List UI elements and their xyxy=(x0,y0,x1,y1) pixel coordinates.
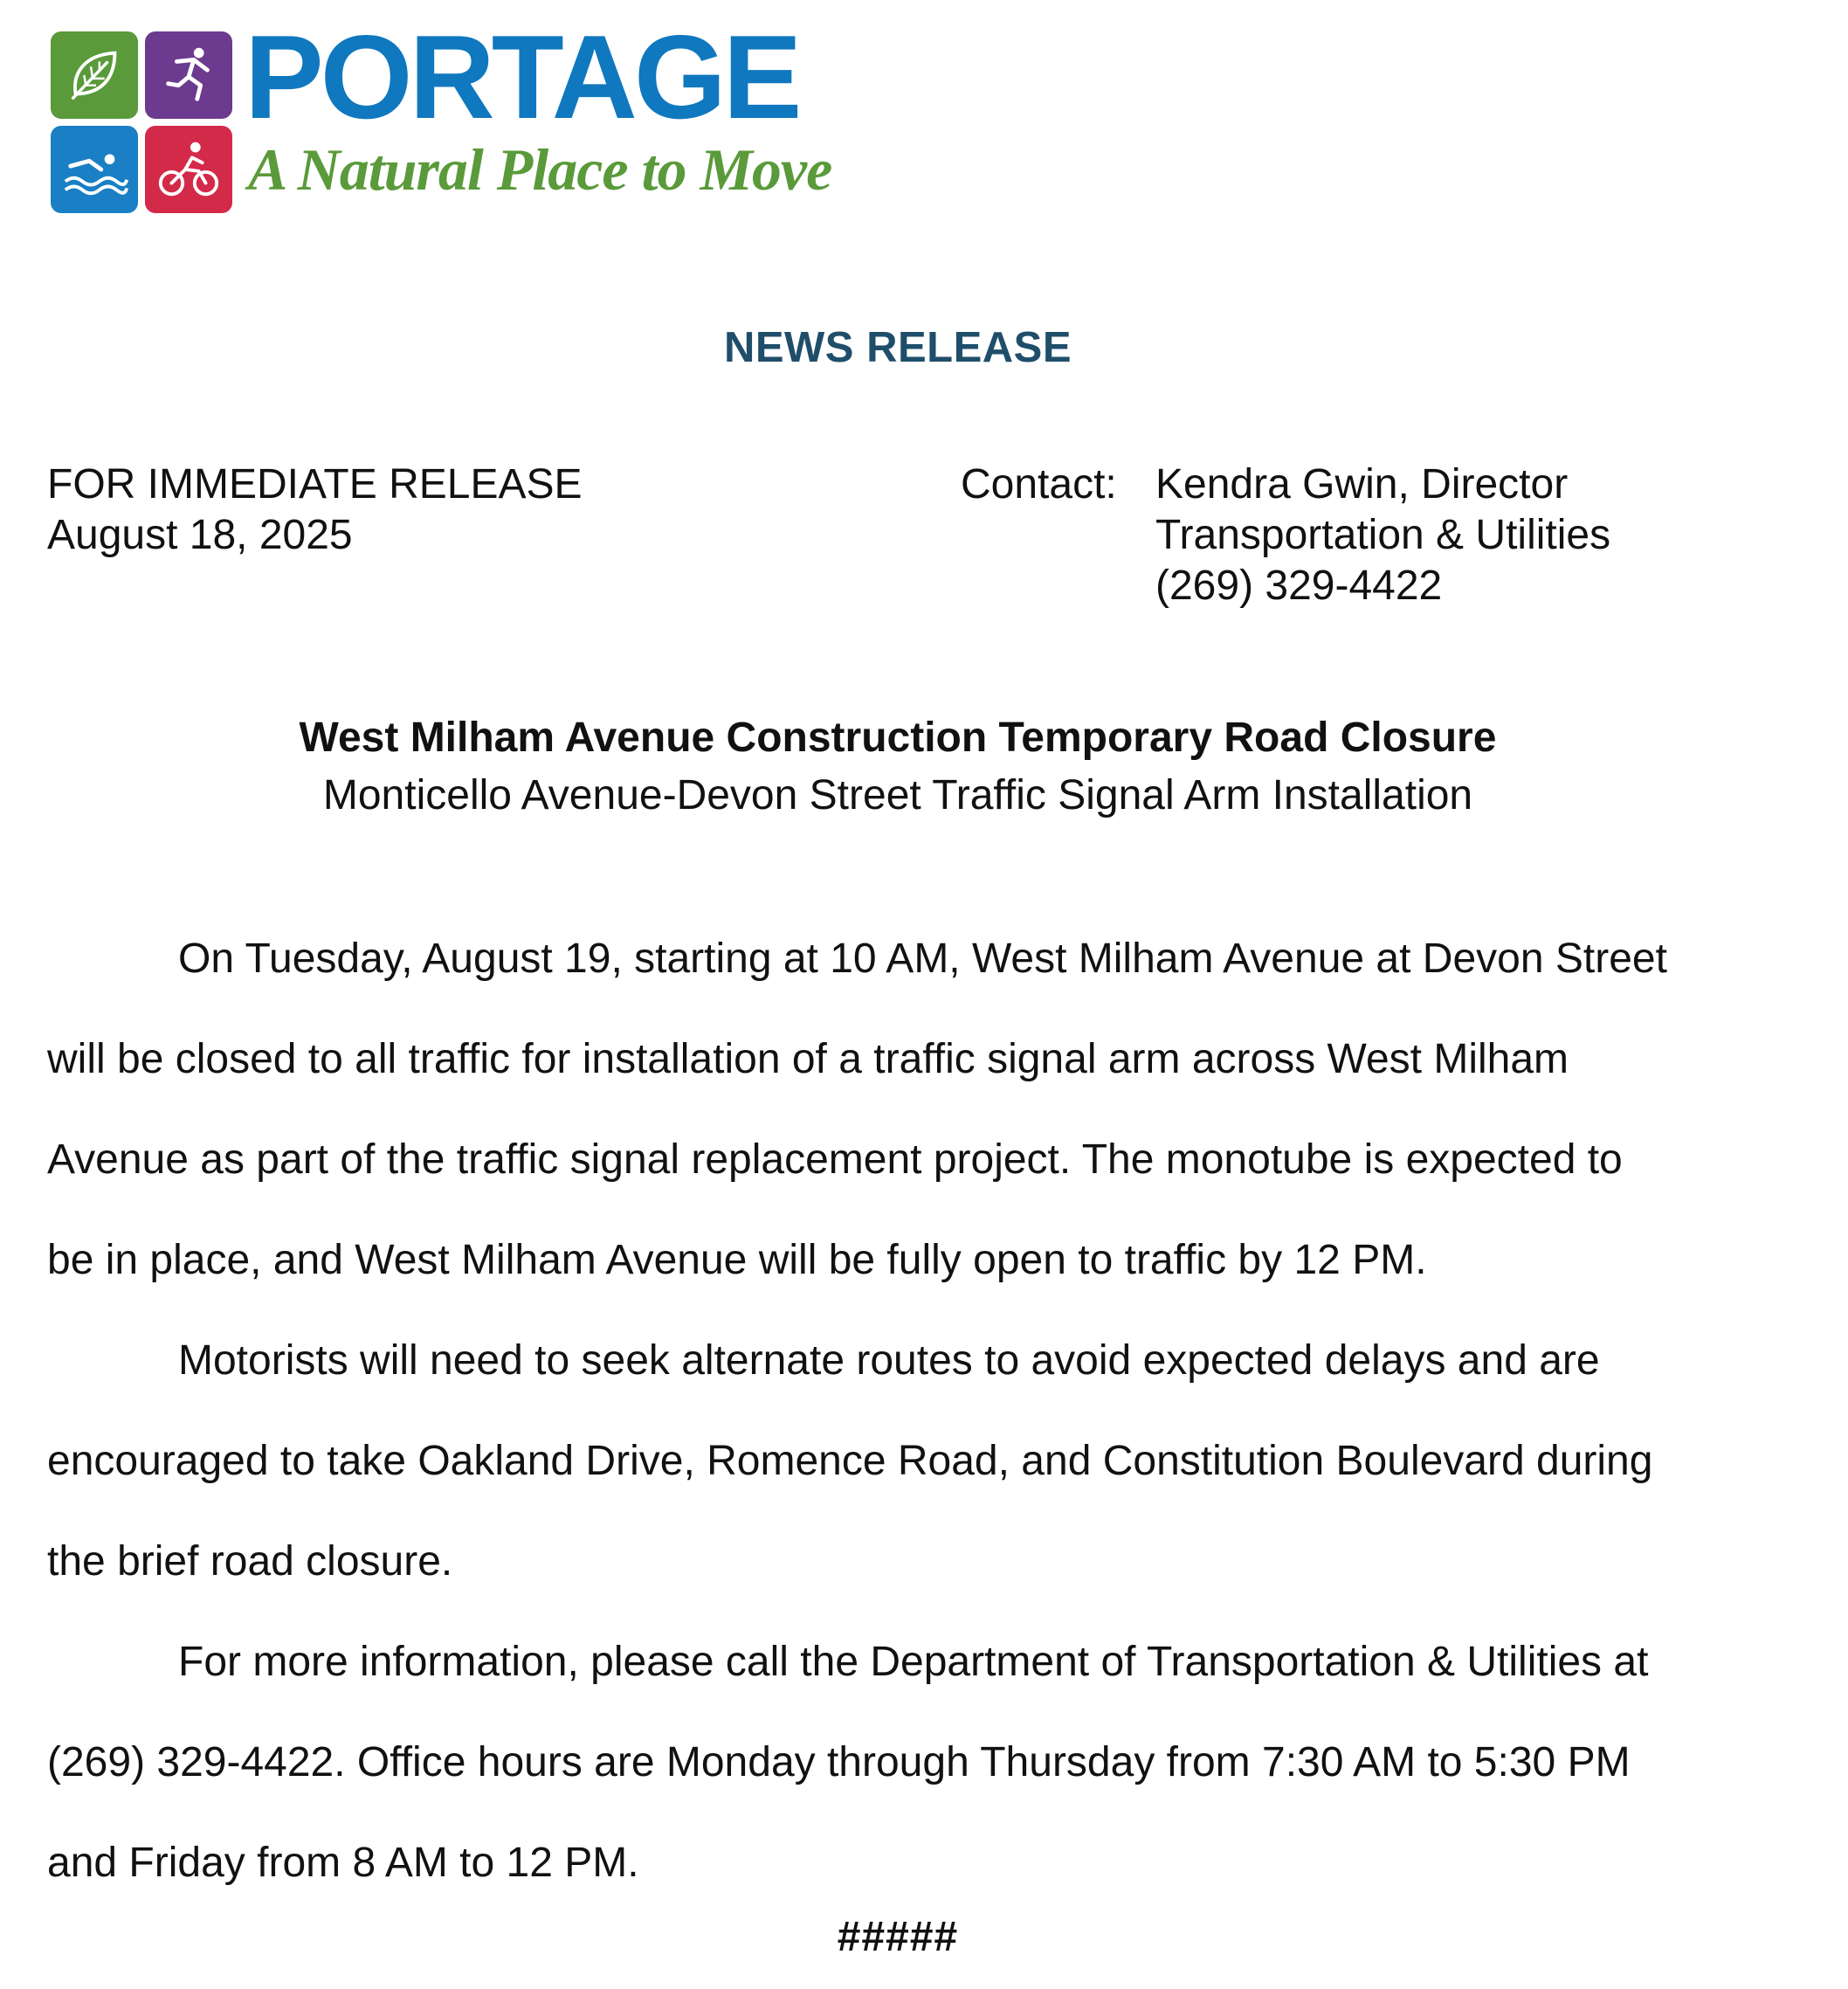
release-status: FOR IMMEDIATE RELEASE xyxy=(47,461,583,508)
body-line: will be closed to all traffic for installation of a traffic signal arm across West Milham xyxy=(47,1036,1569,1082)
release-date: August 18, 2025 xyxy=(47,512,353,558)
logo-tiles xyxy=(51,31,234,215)
swimmer-icon xyxy=(51,126,138,213)
news-release-heading: NEWS RELEASE xyxy=(723,324,1072,371)
body-line: Motorists will need to seek alternate routes to avoid expected delays and are xyxy=(178,1337,1600,1384)
release-title: West Milham Avenue Construction Temporary Road Closure xyxy=(299,715,1497,761)
contact-label: Contact: xyxy=(961,461,1117,508)
contact-details xyxy=(1155,459,1610,611)
contact-phone: (269) 329-4422 xyxy=(1155,563,1443,609)
contact-department: Transportation & Utilities xyxy=(1155,512,1611,558)
release-title-block xyxy=(0,709,1796,825)
portage-logo xyxy=(51,10,832,217)
body-line: and Friday from 8 AM to 12 PM. xyxy=(47,1840,639,1886)
body-line: be in place, and West Milham Avenue will be fully open to traffic by 12 PM. xyxy=(47,1237,1427,1283)
contact-name: Kendra Gwin, Director xyxy=(1155,461,1569,508)
release-info xyxy=(47,459,583,561)
body-line: Avenue as part of the traffic signal replacement project. The monotube is expected to xyxy=(47,1136,1623,1183)
body-line: For more information, please call the Department of Transportation & Utilities at xyxy=(178,1639,1649,1685)
end-mark: ##### xyxy=(837,1914,959,1960)
runner-icon xyxy=(145,31,232,119)
leaf-icon xyxy=(51,31,138,119)
release-body xyxy=(47,908,1759,1913)
body-line: the brief road closure. xyxy=(47,1538,453,1585)
body-line: (269) 329-4422. Office hours are Monday through Thursday from 7:30 AM to 5:30 PM xyxy=(47,1739,1631,1785)
body-line: On Tuesday, August 19, starting at 10 AM, West Milham Avenue at Devon Street xyxy=(178,936,1667,982)
release-subtitle: Monticello Avenue-Devon Street Traffic Signal Arm Installation xyxy=(322,772,1473,818)
brand-name: PORTAGE xyxy=(245,10,799,143)
cyclist-icon xyxy=(145,126,232,213)
brand-tagline: A Natural Place to Move xyxy=(248,136,832,203)
body-line: encouraged to take Oakland Drive, Romence Road, and Constitution Boulevard during xyxy=(47,1438,1653,1484)
